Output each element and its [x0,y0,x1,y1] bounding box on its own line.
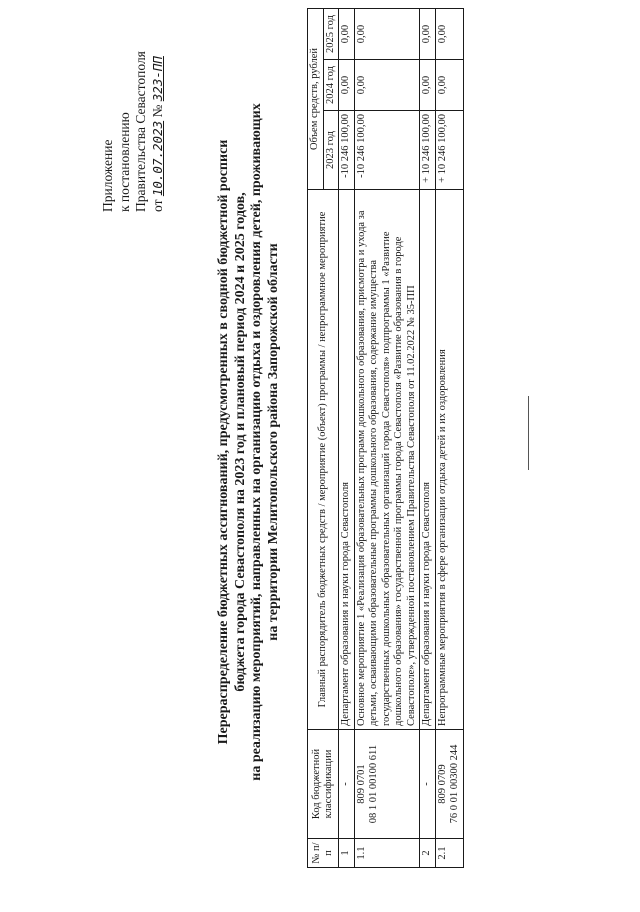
code-part: 809 0709 [436,764,448,804]
number-prefix: № [149,104,165,118]
cell-2025: 0,00 [420,9,436,60]
code-part: 76 0 01 00300 244 [449,744,460,824]
cell-2024: 0,00 [354,60,420,111]
header-2025: 2025 год [323,9,339,60]
appendix-line: Приложение [100,139,115,212]
cell-desc: Департамент образования и науки города Севастополя [420,190,436,730]
header-2023: 2023 год [323,111,339,190]
budget-table [307,8,464,868]
title-line: на территории Мелитопольского района Запорожской области [265,243,281,641]
cell-desc: Основное мероприятие 1 «Реализация образовательных программ дошкольного образования, присмотра и ухода за детьми, осваивающими образовательные программы дошкольного образования, содержание имущества государственных дошкольных образовательных организаций города Севастополя» подпрограммы 1 «Развитие дошкольного образования» государственной программы города Севастополя «Развитие образования в городе Севастополе», утвержденной постановлением Правительства Севастополя от 11.02.2022 № 35-ПП [354,190,420,730]
header-2024: 2024 год [323,60,339,111]
header-amount-group: Объем средств, рублей [308,9,324,190]
cell-desc: Департамент образования и науки города Севастополя [339,190,355,730]
table-header-row [308,9,324,868]
title-line: Перераспределение бюджетных ассигнований, предусмотренных в сводной бюджетной росписи [216,139,231,745]
date-prefix: от [149,199,165,212]
code-part: 08 1 01 00100 611 [368,744,379,824]
header-num: № п/п [308,839,339,868]
cell-code [420,730,436,839]
cell-2025: 0,00 [339,9,355,60]
cell-num: 1 [339,839,355,868]
cell-2023: -10 246 100,00 [339,111,355,190]
cell-2024: 0,00 [420,60,436,111]
date-value: 10.07.2023 [149,120,165,197]
cell-num: 2 [420,839,436,868]
appendix-date-number [150,12,167,212]
table-row [435,9,463,868]
separator-line [528,396,529,470]
title-line: бюджета города Севастополя на 2023 год и плановый период 2024 и 2025 годов, [232,192,248,692]
cell-code [435,730,463,839]
title-line: на реализацию мероприятий, направленных на организацию отдыха и оздоровления детей, проживающих [249,103,264,781]
cell-2023: + 10 246 100,00 [435,111,463,190]
cell-2023: + 10 246 100,00 [420,111,436,190]
table-row [354,9,420,868]
cell-code [339,730,355,839]
cell-2024: 0,00 [339,60,355,111]
appendix-block [100,12,166,212]
appendix-line: к постановлению [116,112,132,212]
cell-num: 1.1 [354,839,420,868]
cell-2025: 0,00 [435,9,463,60]
header-desc: Главный распорядитель бюджетных средств / мероприятие (объект) программы / непрограммное мероприятие [308,190,339,730]
code-part: - [421,782,432,786]
cell-num: 2.1 [435,839,463,868]
appendix-line: Правительства Севастополя [133,51,148,212]
cell-code [354,730,420,839]
table-row [339,9,355,868]
code-part: - [340,782,351,786]
code-part: 809 0701 [355,764,367,804]
header-code: Код бюджетной классификации [308,730,339,839]
document-title [216,12,282,872]
table-row [420,9,436,868]
number-value: 323-ПП [149,56,165,102]
cell-desc: Непрограммные мероприятия в сфере организации отдыха детей и их оздоровления [435,190,463,730]
cell-2025: 0,00 [354,9,420,60]
cell-2024: 0,00 [435,60,463,111]
cell-2023: -10 246 100,00 [354,111,420,190]
